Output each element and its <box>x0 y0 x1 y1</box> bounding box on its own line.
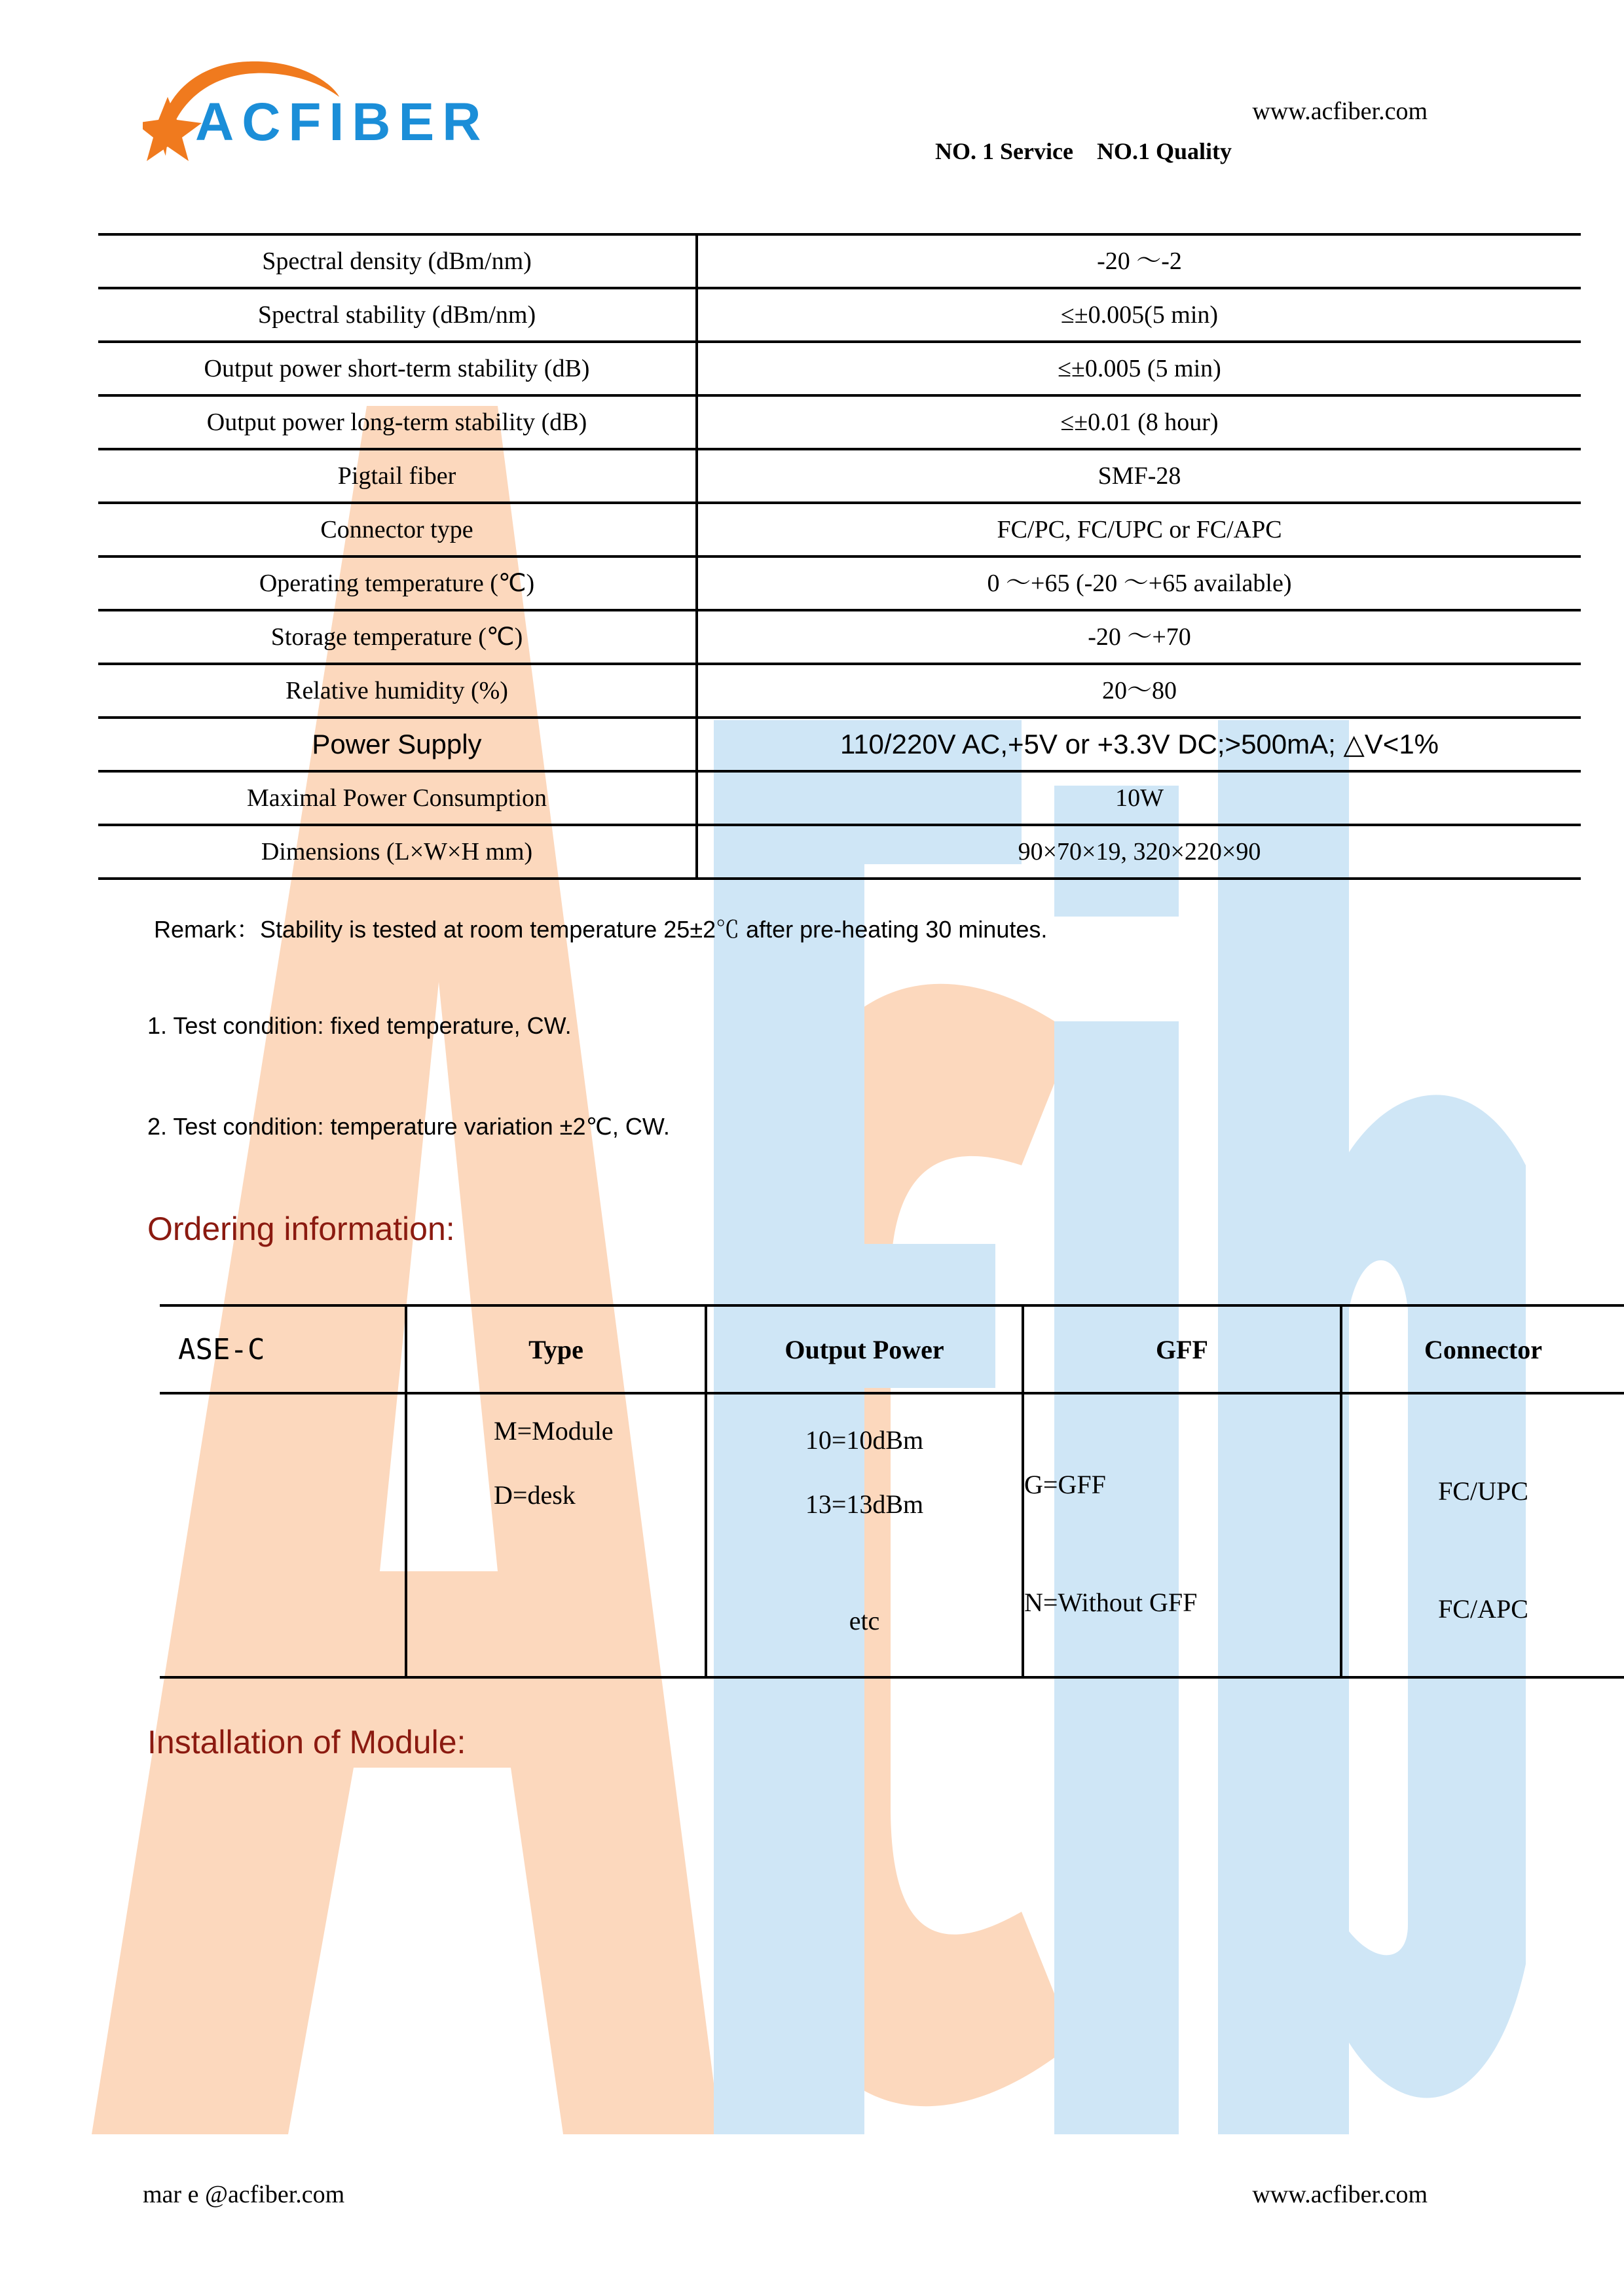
power-option: etc <box>849 1606 880 1635</box>
table-row <box>98 342 1581 395</box>
power-option: 10=10dBm <box>805 1425 924 1455</box>
spec-parameter: Maximal Power Consumption <box>98 771 697 825</box>
power-options-cell <box>706 1393 1023 1677</box>
ordering-table <box>160 1304 1624 1679</box>
connector-option: FC/APC <box>1438 1594 1528 1624</box>
spec-parameter: Storage temperature (℃) <box>98 610 697 664</box>
spec-parameter: Dimensions (L×W×H mm) <box>98 825 697 879</box>
connector-options-cell <box>1341 1393 1624 1677</box>
column-header-connector: Connector <box>1341 1305 1624 1393</box>
model-cell <box>160 1393 406 1677</box>
remark-note: Remark：Stability is tested at room temperature 25±2℃ after pre-heating 30 minutes. <box>154 916 1048 943</box>
spec-parameter: Pigtail fiber <box>98 449 697 503</box>
spec-value: FC/PC, FC/UPC or FC/APC <box>697 503 1581 556</box>
brand-name: ACFIBER <box>195 92 489 152</box>
connector-option: FC/UPC <box>1438 1476 1528 1506</box>
table-row <box>98 664 1581 718</box>
table-row <box>98 825 1581 879</box>
table-row <box>98 610 1581 664</box>
column-header-type: Type <box>406 1305 706 1393</box>
spec-parameter: Output power long-term stability (dB) <box>98 395 697 449</box>
spec-value: -20 ～+70 <box>697 610 1581 664</box>
table-header-row <box>160 1305 1624 1393</box>
spec-value: 110/220V AC,+5V or +3.3V DC;>500mA; △V<1% <box>697 718 1581 771</box>
spec-value: SMF-28 <box>697 449 1581 503</box>
spec-parameter: Output power short-term stability (dB) <box>98 342 697 395</box>
spec-parameter: Spectral density (dBm/nm) <box>98 234 697 288</box>
table-row <box>160 1393 1624 1677</box>
installation-title: Installation of Module: <box>147 1724 466 1760</box>
specification-table <box>98 233 1581 880</box>
column-header-output-power: Output Power <box>706 1305 1023 1393</box>
spec-value: ≤±0.01 (8 hour) <box>697 395 1581 449</box>
footer-email: mar e @acfiber.com <box>143 2181 345 2208</box>
spec-value: 20～80 <box>697 664 1581 718</box>
spec-parameter: Spectral stability (dBm/nm) <box>98 288 697 342</box>
table-row <box>98 771 1581 825</box>
table-row <box>98 556 1581 610</box>
table-row <box>98 718 1581 771</box>
spec-value: -20 ～-2 <box>697 234 1581 288</box>
spec-parameter: Relative humidity (%) <box>98 664 697 718</box>
type-options-cell <box>406 1393 706 1677</box>
column-header-gff: GFF <box>1023 1305 1341 1393</box>
table-row <box>98 449 1581 503</box>
table-row <box>98 503 1581 556</box>
gff-options-cell <box>1023 1393 1341 1677</box>
spec-value: ≤±0.005 (5 min) <box>697 342 1581 395</box>
table-row <box>98 234 1581 288</box>
gff-option: N=Without GFF <box>1024 1588 1198 1617</box>
type-option: D=desk <box>494 1480 576 1510</box>
spec-parameter: Connector type <box>98 503 697 556</box>
spec-value: 0 ～+65 (-20 ～+65 available) <box>697 556 1581 610</box>
gff-option: G=GFF <box>1024 1470 1106 1499</box>
test-condition-note-1: 1. Test condition: fixed temperature, CW. <box>147 1012 572 1039</box>
model-code: ASE-C <box>160 1305 406 1393</box>
acfiber-logo <box>143 58 489 162</box>
table-row <box>98 288 1581 342</box>
spec-value: 10W <box>697 771 1581 825</box>
type-option: M=Module <box>494 1416 614 1446</box>
spec-parameter: Operating temperature (℃) <box>98 556 697 610</box>
spec-value: 90×70×19, 320×220×90 <box>697 825 1581 879</box>
footer-website: www.acfiber.com <box>1252 2181 1428 2208</box>
power-option: 13=13dBm <box>805 1489 924 1519</box>
header-website: www.acfiber.com <box>1252 98 1428 125</box>
test-condition-note-2: 2. Test condition: temperature variation ±2℃, CW. <box>147 1113 670 1140</box>
ordering-information-title: Ordering information: <box>147 1211 455 1247</box>
header-tagline: NO. 1 Service NO.1 Quality <box>935 138 1232 164</box>
spec-parameter: Power Supply <box>98 718 697 771</box>
spec-value: ≤±0.005(5 min) <box>697 288 1581 342</box>
table-row <box>98 395 1581 449</box>
